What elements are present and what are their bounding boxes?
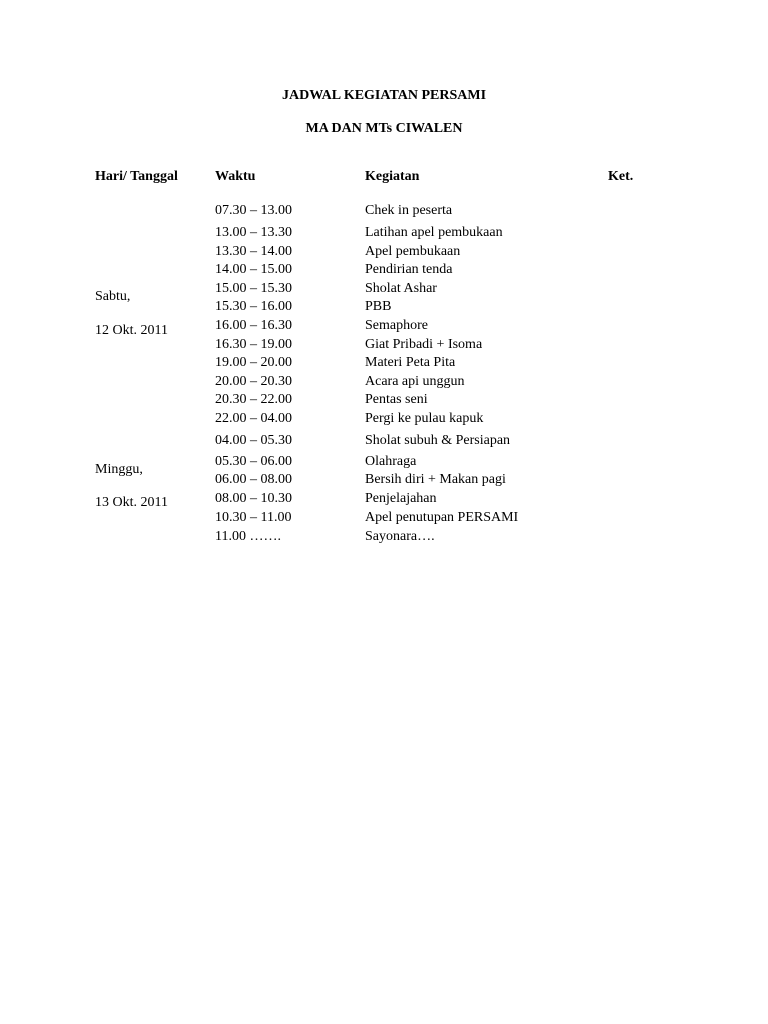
schedule-activity-5: Sholat Ashar <box>365 281 437 296</box>
schedule-activity-12: Pergi ke pulau kapuk <box>365 411 484 426</box>
schedule-time-7: 16.00 – 16.30 <box>215 318 292 333</box>
schedule-time-1: 07.30 – 13.00 <box>215 203 292 218</box>
schedule-time-16: 08.00 – 10.30 <box>215 491 292 506</box>
day-2-name: Minggu, <box>95 462 143 477</box>
document-subtitle: MA DAN MTs CIWALEN <box>305 121 463 136</box>
schedule-activity-7: Semaphore <box>365 318 428 333</box>
header-waktu: Waktu <box>215 169 256 184</box>
header-kegiatan: Kegiatan <box>365 169 420 184</box>
schedule-activity-2: Latihan apel pembukaan <box>365 225 503 240</box>
schedule-time-8: 16.30 – 19.00 <box>215 337 292 352</box>
day-1-name: Sabtu, <box>95 289 131 304</box>
schedule-time-9: 19.00 – 20.00 <box>215 355 292 370</box>
schedule-time-15: 06.00 – 08.00 <box>215 472 292 487</box>
day-1-date: 12 Okt. 2011 <box>95 323 168 338</box>
document-title: JADWAL KEGIATAN PERSAMI <box>281 88 487 103</box>
schedule-activity-11: Pentas seni <box>365 392 428 407</box>
schedule-activity-1: Chek in peserta <box>365 203 453 218</box>
schedule-activity-17: Apel penutupan PERSAMI <box>365 510 519 525</box>
schedule-activity-6: PBB <box>365 299 392 314</box>
schedule-activity-9: Materi Peta Pita <box>365 355 456 370</box>
header-ket: Ket. <box>608 169 634 184</box>
schedule-activity-15: Bersih diri + Makan pagi <box>365 472 506 487</box>
schedule-activity-10: Acara api unggun <box>365 374 465 389</box>
schedule-activity-16: Penjelajahan <box>365 491 437 506</box>
schedule-time-17: 10.30 – 11.00 <box>215 510 292 525</box>
header-hari-tanggal: Hari/ Tanggal <box>95 169 178 184</box>
schedule-time-11: 20.30 – 22.00 <box>215 392 292 407</box>
schedule-activity-18: Sayonara…. <box>365 529 435 544</box>
schedule-activity-13: Sholat subuh & Persiapan <box>365 433 511 448</box>
schedule-time-10: 20.00 – 20.30 <box>215 374 292 389</box>
schedule-activity-14: Olahraga <box>365 454 417 469</box>
schedule-time-6: 15.30 – 16.00 <box>215 299 292 314</box>
schedule-time-13: 04.00 – 05.30 <box>215 433 292 448</box>
schedule-time-5: 15.00 – 15.30 <box>215 281 292 296</box>
schedule-time-12: 22.00 – 04.00 <box>215 411 292 426</box>
schedule-activity-8: Giat Pribadi + Isoma <box>365 337 483 352</box>
schedule-time-2: 13.00 – 13.30 <box>215 225 292 240</box>
schedule-time-14: 05.30 – 06.00 <box>215 454 292 469</box>
schedule-time-18: 11.00 ……. <box>215 529 281 544</box>
schedule-time-3: 13.30 – 14.00 <box>215 244 292 259</box>
schedule-time-4: 14.00 – 15.00 <box>215 262 292 277</box>
day-2-date: 13 Okt. 2011 <box>95 495 168 510</box>
schedule-activity-3: Apel pembukaan <box>365 244 461 259</box>
schedule-activity-4: Pendirian tenda <box>365 262 453 277</box>
